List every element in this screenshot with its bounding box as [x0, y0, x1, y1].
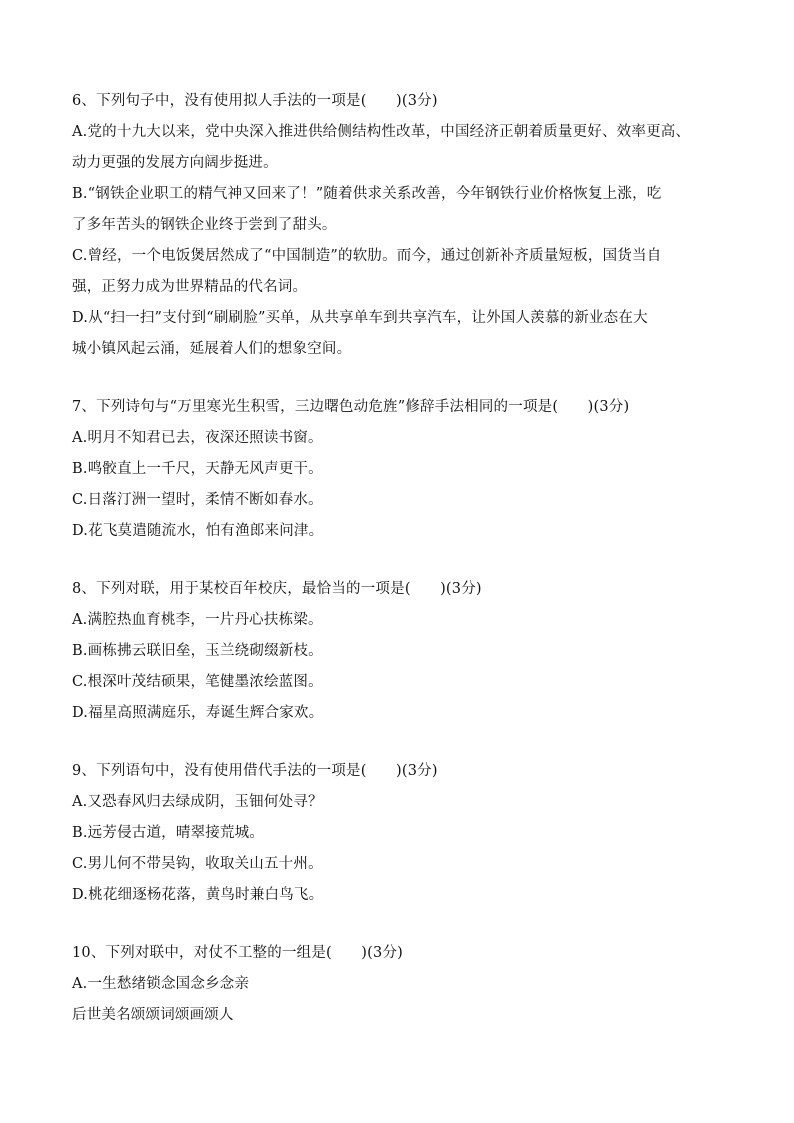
question-stem: 8、下列对联，用于某校百年校庆，最恰当的一项是( )(3分) [72, 581, 482, 597]
option-line: C.曾经，一个电饭煲居然成了“中国制造”的软肋。而今，通过创新补齐质量短板，国货当自 [72, 248, 662, 264]
option-c: C.根深叶茂结硕果，笔健墨浓绘蓝图。 [72, 674, 323, 690]
option-line: 了多年苦头的钢铁企业终于尝到了甜头。 [72, 217, 337, 233]
option-d: D.福星高照满庭乐，寿诞生辉合家欢。 [72, 705, 324, 721]
question-stem: 7、下列诗句与“万里寒光生积雪，三边曙色动危旌”修辞手法相同的一项是( )(3分) [72, 399, 630, 415]
option-a-continuation: 后世美名颂颂词颂画颂人 [72, 1007, 234, 1023]
question-9 [72, 756, 732, 911]
option-a: A.又恐春风归去绿成阴，玉钿何处寻？ [72, 794, 323, 810]
question-6 [72, 86, 732, 365]
question-stem: 6、下列句子中，没有使用拟人手法的一项是( )(3分) [72, 93, 438, 109]
option-b: B.鸣骹直上一千尺，天静无风声更干。 [72, 461, 323, 477]
option-c: C.男儿何不带吴钩，收取关山五十州。 [72, 856, 323, 872]
option-line: 动力更强的发展方向阔步挺进。 [72, 155, 278, 171]
option-line: D.从“扫一扫”支付到“刷刷脸”买单，从共享单车到共享汽车，让外国人羡慕的新业态在大 [72, 310, 648, 326]
question-stem: 10、下列对联中，对仗不工整的一组是( )(3分) [72, 945, 404, 961]
option-b: B.远芳侵古道，晴翠接荒城。 [72, 825, 265, 841]
question-stem: 9、下列语句中，没有使用借代手法的一项是( )(3分) [72, 763, 438, 779]
option-line: A.党的十九大以来，党中央深入推进供给侧结构性改革，中国经济正朝着质量更好、效率更高、 [72, 124, 691, 140]
option-line: 城小镇风起云涌，延展着人们的想象空间。 [72, 341, 352, 357]
option-a: A.满腔热血育桃李，一片丹心扶栋梁。 [72, 612, 323, 628]
question-7 [72, 392, 732, 547]
option-b: B.画栋拂云联旧垒，玉兰绕砌缀新枝。 [72, 643, 323, 659]
option-c: C.日落汀洲一望时，柔情不断如春水。 [72, 492, 323, 508]
question-10 [72, 938, 732, 1031]
option-d: D.桃花细逐杨花落，黄鸟时兼白鸟飞。 [72, 887, 324, 903]
option-line: B.“钢铁企业职工的精气神又回来了！”随着供求关系改善，今年钢铁行业价格恢复上涨，吃 [72, 186, 662, 202]
option-a: A.明月不知君已去，夜深还照读书窗。 [72, 430, 323, 446]
option-a: A.一生愁绪锁念国念乡念亲 [72, 976, 250, 992]
option-d: D.花飞莫遣随流水，怕有渔郎来问津。 [72, 523, 324, 539]
question-8 [72, 574, 732, 729]
option-line: 强，正努力成为世界精品的代名词。 [72, 279, 308, 295]
document-page [72, 86, 732, 1058]
